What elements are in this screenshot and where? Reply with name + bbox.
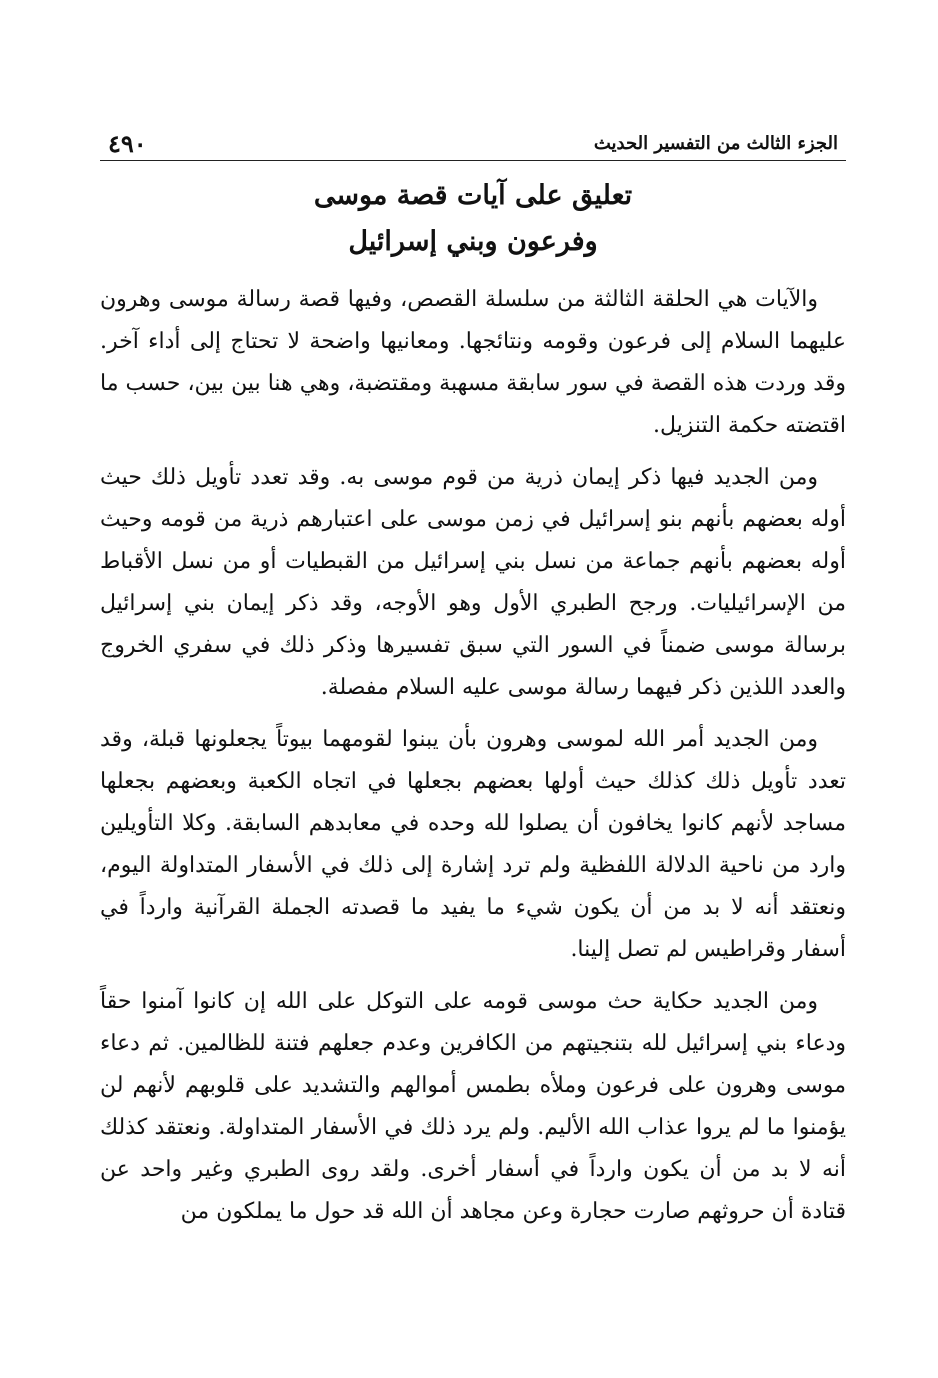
paragraph: والآيات هي الحلقة الثالثة من سلسلة القصص، وفيها قصة رسالة موسى وهرون عليهما السلام إلى فرعون وقومه ونتائجها. ومعانيها واضحة لا تحتاج إلى أداء آخر. وقد وردت هذه القصة في سور سابقة مسهبة ومقتضبة، وهي هنا بين بين، حسب ما اقتضته حكمة التنزيل. [100,287,846,438]
page-number: ٤٩٠ [108,129,147,158]
paragraph: ومن الجديد فيها ذكر إيمان ذرية من قوم موسى به. وقد تعدد تأويل ذلك حيث أوله بعضهم بأنهم بنو إسرائيل في زمن موسى على اعتبارهم ذرية من قومه وحيث أوله بعضهم بأنهم جماعة من نسل بني إسرائيل من القبطيات أو من نسل الأقباط من الإسرائيليات. ورجح الطبري الأول وهو الأوجه، وقد ذكر إيمان بني إسرائيل برسالة موسى ضمناً في السور التي سبق تفسيرها وذكر ذلك في سفري الخروج والعدد اللذين ذكر فيهما رسالة موسى عليه السلام مفصلة. [100,465,846,700]
book-page [100,120,846,1243]
section-title-line-1: تعليق على آيات قصة موسى [313,180,633,211]
body-text [100,279,846,1233]
paragraph: ومن الجديد حكاية حث موسى قومه على التوكل على الله إن كانوا آمنوا حقاً ودعاء بني إسرائيل لله بتنجيتهم من الكافرين وعدم جعلهم فتنة للظالمين. ثم دعاء موسى وهرون على فرعون وملأه بطمس أموالهم والتشديد على قلوبهم لأنهم لن يؤمنوا ما لم يروا عذاب الله الأليم. ولم يرد ذلك في الأسفار المتداولة. ونعتقد كذلك أنه لا بد من أن يكون وارداً في أسفار أخرى. ولقد روى الطبري وغير واحد عن قتادة أن حروثهم صارت حجارة وعن مجاهد أن الله قد حول ما يملكون من [100,989,846,1224]
section-title [100,173,846,265]
running-title: الجزء الثالث من التفسير الحديث [593,133,838,154]
running-header [100,120,846,161]
section-title-line-2: وفرعون وبني إسرائيل [348,226,598,257]
paragraph: ومن الجديد أمر الله لموسى وهرون بأن يبنوا لقومهما بيوتاً يجعلونها قبلة، وقد تعدد تأويل ذلك كذلك حيث أولها بعضهم بجعلها في اتجاه الكعبة وبعضهم بجعلها مساجد لأنهم كانوا يخافون أن يصلوا لله وحده في معابدهم السابقة. وكلا التأويلين وارد من ناحية الدلالة اللفظية ولم ترد إشارة إلى ذلك في الأسفار المتداولة اليوم، ونعتقد أنه لا بد من أن يكون شيء ما يفيد ما قصدته الجملة القرآنية وارداً في أسفار وقراطيس لم تصل إلينا. [100,727,846,962]
